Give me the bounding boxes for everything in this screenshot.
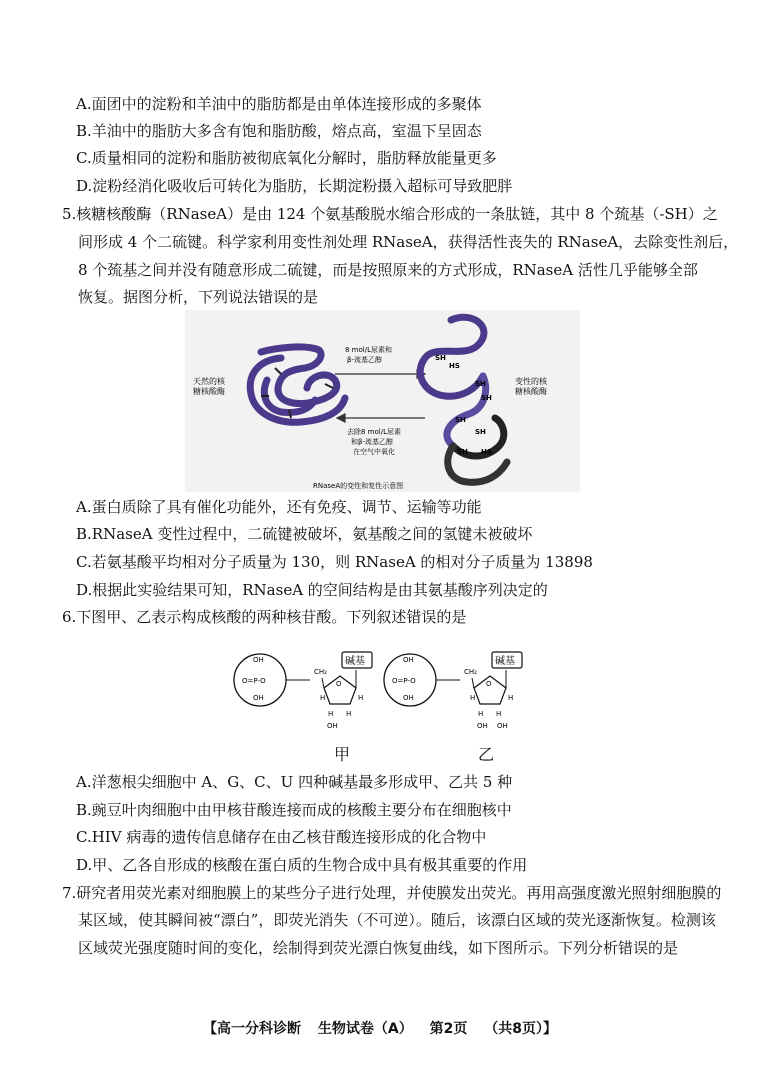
- svg-text:SH: SH: [475, 428, 486, 436]
- nucleotide-figure: [232, 640, 532, 732]
- svg-text:SH: SH: [435, 354, 446, 362]
- nucleotide-yi: [384, 652, 522, 730]
- q4-option-c: C.质量相同的淀粉和脂肪被彻底氧化分解时，脂肪释放能量更多: [76, 149, 497, 167]
- svg-text:OH: OH: [403, 656, 414, 664]
- renature-label-1: 去除8 mol/L尿素: [347, 428, 401, 436]
- svg-text:O: O: [486, 680, 492, 688]
- renature-label-3: 在空气中氧化: [353, 448, 395, 456]
- q5-option-c: C.若氨基酸平均相对分子质量为 130，则 RNaseA 的相对分子质量为 13898: [76, 553, 593, 571]
- svg-text:O=P-O: O=P-O: [392, 677, 416, 685]
- svg-text:SH: SH: [475, 380, 486, 388]
- footer-page: 第2页: [429, 1021, 468, 1037]
- svg-text:HS: HS: [449, 362, 460, 370]
- svg-text:SH: SH: [455, 416, 466, 424]
- svg-text:OH: OH: [327, 722, 338, 730]
- q5-stem-line-4: 恢复。据图分析，下列说法错误的是: [78, 288, 319, 306]
- q7-stem-line-2: 某区域，使其瞬间被“漂白”，即荧光消失（不可逆）。随后，该漂白区域的荧光逐渐恢复。检测该: [78, 911, 716, 929]
- figure-background: [185, 310, 580, 492]
- q4-option-b: B.羊油中的脂肪大多含有饱和脂肪酸，熔点高，室温下呈固态: [76, 122, 482, 140]
- svg-text:H: H: [470, 694, 476, 702]
- base-label: 碱基: [345, 656, 365, 667]
- q7-stem-line-3: 区域荧光强度随时间的变化，绘制得到荧光漂白恢复曲线，如下图所示。下列分析错误的是: [78, 939, 679, 957]
- native-label-1: 天然的核: [193, 377, 225, 386]
- svg-text:H: H: [346, 710, 352, 718]
- svg-text:OH: OH: [253, 656, 264, 664]
- svg-text:H: H: [508, 694, 514, 702]
- q6-option-a: A.洋葱根尖细胞中 A、G、C、U 四种碱基最多形成甲、乙共 5 种: [76, 773, 513, 791]
- renature-label-2: 和β-巯基乙醇: [351, 438, 393, 446]
- q6-option-b: B.豌豆叶肉细胞中由甲核苷酸连接而成的核酸主要分布在细胞核中: [76, 801, 512, 819]
- q5-stem-line-3: 8 个巯基之间并没有随意形成二硫键，而是按照原来的方式形成，RNaseA 活性几乎能够全部: [78, 261, 698, 279]
- svg-text:CH₂: CH₂: [464, 668, 477, 676]
- base-label: 碱基: [495, 656, 515, 667]
- q5-option-a: A.蛋白质除了具有催化功能外，还有免疫、调节、运输等功能: [76, 498, 482, 516]
- native-label-2: 糖核酸酶: [193, 387, 225, 396]
- denature-label-1: 8 mol/L尿素和: [345, 346, 392, 354]
- nucleotide-jia: [234, 652, 372, 730]
- svg-text:H: H: [320, 694, 326, 702]
- svg-text:H: H: [328, 710, 334, 718]
- q5-option-d: D.根据此实验结果可知，RNaseA 的空间结构是由其氨基酸序列决定的: [76, 581, 548, 599]
- svg-text:H: H: [496, 710, 502, 718]
- q5-option-b: B.RNaseA 变性过程中，二硫键被破坏，氨基酸之间的氢键未被破坏: [76, 525, 533, 543]
- svg-text:CH₂: CH₂: [314, 668, 327, 676]
- q6-stem: 6.下图甲、乙表示构成核酸的两种核苷酸。下列叙述错误的是: [62, 608, 467, 626]
- svg-text:OH: OH: [253, 694, 264, 702]
- q4-option-d: D.淀粉经消化吸收后可转化为脂肪，长期淀粉摄入超标可导致肥胖: [76, 177, 513, 195]
- q6-option-c: C.HIV 病毒的遗传信息储存在由乙核苷酸连接形成的化合物中: [76, 828, 487, 846]
- svg-text:O: O: [336, 680, 342, 688]
- svg-text:OH: OH: [477, 722, 488, 730]
- page-footer: [0, 1018, 760, 1038]
- svg-text:OH: OH: [403, 694, 414, 702]
- svg-text:H: H: [478, 710, 484, 718]
- q4-option-a: A.面团中的淀粉和羊油中的脂肪都是由单体连接形成的多聚体: [76, 95, 482, 113]
- svg-text:HS: HS: [481, 448, 492, 456]
- denatured-label-2: 糖核酸酶: [515, 387, 547, 396]
- svg-text:OH: OH: [497, 722, 508, 730]
- svg-text:SH: SH: [481, 394, 492, 402]
- footer-exam: 【高一分科诊断: [203, 1021, 302, 1037]
- svg-text:SH: SH: [457, 448, 468, 456]
- rnase-figure: [185, 310, 580, 492]
- footer-subject: 生物试卷（A）: [317, 1021, 413, 1037]
- denature-label-2: β-巯基乙醇: [347, 356, 382, 364]
- figure-caption: RNaseA的变性和复性示意图: [313, 482, 404, 490]
- label-yi: 乙: [478, 745, 495, 764]
- label-jia: 甲: [334, 745, 351, 764]
- q6-option-d: D.甲、乙各自形成的核酸在蛋白质的生物合成中具有极其重要的作用: [76, 856, 528, 874]
- svg-text:H: H: [358, 694, 364, 702]
- q5-stem-line-1: 5.核糖核酸酶（RNaseA）是由 124 个氨基酸脱水缩合形成的一条肽链，其中 8 个巯基（-SH）之: [62, 205, 718, 223]
- svg-text:O=P-O: O=P-O: [242, 677, 266, 685]
- denatured-label-1: 变性的核: [515, 377, 547, 386]
- footer-total: （共8页）】: [484, 1021, 557, 1037]
- q5-stem-line-2: 间形成 4 个二硫键。科学家利用变性剂处理 RNaseA，获得活性丧失的 RNaseA，去除变性剂后，: [78, 233, 739, 251]
- q7-stem-line-1: 7.研究者用荧光素对细胞膜上的某些分子进行处理，并使膜发出荧光。再用高强度激光照射细胞膜的: [62, 884, 722, 902]
